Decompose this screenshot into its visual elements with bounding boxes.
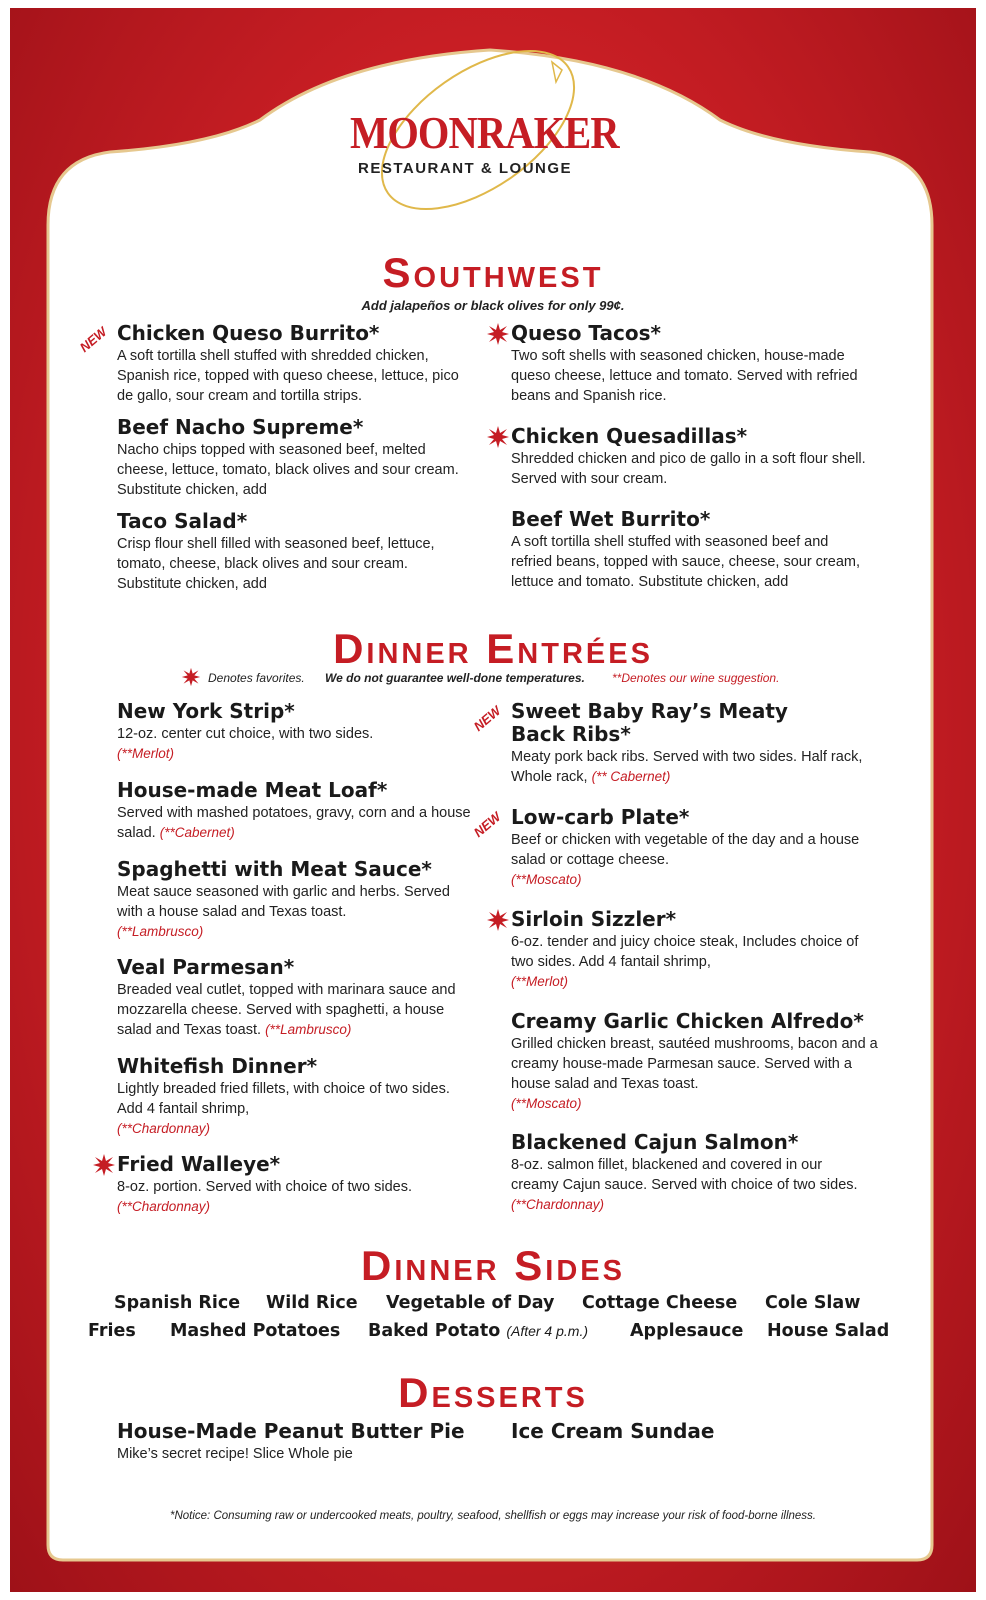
item-desc: Meaty pork back ribs. Served with two sides. Half rack, Whole rack, [511, 749, 863, 785]
item-name: Ice Cream Sundae [511, 1419, 715, 1443]
menu-item [117, 858, 472, 942]
menu-item [511, 1131, 866, 1215]
dinner-title: Dinner Entrées [333, 625, 653, 672]
southwest-note: Add jalapeños or black olives for only 99¢. [361, 298, 625, 313]
wine-suggestion: (**Moscato) [511, 872, 582, 887]
item-desc: Two soft shells with seasoned chicken, house-made queso cheese, lettuce and tomato. Served with refried beans and Spanish rice. [511, 348, 858, 404]
item-name: Creamy Garlic Chicken Alfredo* [511, 1009, 864, 1033]
southwest-title: Southwest [382, 249, 604, 296]
menu-item [117, 322, 472, 406]
item-name: Beef Nacho Supreme* [117, 415, 364, 439]
item-desc: Meat sauce seasoned with garlic and herbs. Served with a house salad and Texas toast. [117, 884, 450, 920]
menu-item [511, 1420, 866, 1443]
item-name: Blackened Cajun Salmon* [511, 1130, 799, 1154]
menu-item [511, 806, 866, 890]
legend-favorites: Denotes favorites. [208, 671, 305, 685]
item-desc: Crisp flour shell filled with seasoned beef, lettuce, tomato, cheese, black olives and sour cream. Substitute chicken, add [117, 536, 435, 592]
wine-suggestion: (**Chardonnay) [117, 1199, 211, 1214]
favorite-star-icon [181, 667, 201, 687]
item-name: Whitefish Dinner* [117, 1054, 318, 1078]
menu-item [117, 1420, 497, 1464]
side-item: Cottage Cheese [582, 1293, 738, 1313]
item-name-line2: Back Ribs* [511, 722, 631, 746]
favorite-star-icon [486, 425, 510, 449]
side-item [368, 1321, 588, 1341]
item-desc: 8-oz. portion. Served with choice of two sides. [117, 1179, 412, 1195]
menu-item [511, 700, 866, 787]
item-desc: A soft tortilla shell stuffed with seasoned beef and refried beans, topped with sauce, cheese, sour cream, lettuce and tomato. Substitute chicken, add [511, 534, 860, 590]
wine-suggestion: (**Cabernet) [159, 825, 235, 840]
desserts-title: Desserts [398, 1369, 588, 1416]
new-badge: NEW [470, 809, 504, 840]
brand-subtitle: RESTAURANT & LOUNGE [358, 160, 573, 177]
item-name: Fried Walleye* [117, 1152, 281, 1176]
wine-suggestion: (**Chardonnay) [511, 1197, 605, 1212]
item-desc: 12-oz. center cut choice, with two sides. [117, 726, 374, 742]
item-name: Queso Tacos* [511, 321, 661, 345]
wine-suggestion: (**Moscato) [511, 1096, 582, 1111]
item-name: House-made Meat Loaf* [117, 778, 388, 802]
side-item: Applesauce [630, 1321, 744, 1341]
legend-wine: **Denotes our wine suggestion. [612, 671, 780, 685]
item-desc: Shredded chicken and pico de gallo in a soft flour shell. Served with sour cream. [511, 451, 866, 487]
item-name: House-Made Peanut Butter Pie [117, 1419, 465, 1443]
item-name: Beef Wet Burrito* [511, 507, 711, 531]
favorite-star-icon [486, 908, 510, 932]
item-desc: 8-oz. salmon fillet, blackened and covered in our creamy Cajun sauce. Served with choice of two sides. [511, 1157, 858, 1193]
item-desc: Nacho chips topped with seasoned beef, melted cheese, lettuce, tomato, black olives and sour cream. Substitute chicken, add [117, 442, 459, 498]
favorite-star-icon [92, 1153, 116, 1177]
new-badge: NEW [470, 703, 504, 734]
menu-item [117, 779, 472, 843]
item-name: Sirloin Sizzler* [511, 907, 677, 931]
menu-item [511, 908, 866, 992]
menu-item [511, 322, 866, 406]
menu-item [117, 956, 472, 1040]
item-name: Low-carb Plate* [511, 805, 690, 829]
legend-temperature: We do not guarantee well-done temperatures. [325, 671, 585, 685]
food-safety-notice: *Notice: Consuming raw or undercooked meats, poultry, seafood, shellfish or eggs may increase your risk of food-borne illness. [169, 1510, 817, 1522]
wine-suggestion: (**Lambrusco) [117, 924, 204, 939]
wine-suggestion: (** Cabernet) [591, 769, 671, 784]
item-desc: Served with mashed potatoes, gravy, corn and a house salad. [117, 805, 471, 841]
menu-item [117, 700, 472, 764]
menu-item [117, 510, 472, 594]
brand-name: MOONRAKER [350, 107, 619, 158]
wine-suggestion: (**Merlot) [511, 974, 569, 989]
new-badge: NEW [76, 324, 110, 355]
item-desc: A soft tortilla shell stuffed with shredded chicken, Spanish rice, topped with queso cheese, lettuce, pico de gallo, sour cream and tortilla strips. [117, 348, 459, 404]
menu-item [117, 416, 472, 500]
item-name: Taco Salad* [117, 509, 248, 533]
item-name: Sweet Baby Ray’s Meaty [511, 699, 788, 723]
favorite-star-icon [486, 322, 510, 346]
side-item-label: Baked Potato [368, 1321, 501, 1341]
menu-item [511, 425, 866, 489]
side-item: Cole Slaw [765, 1293, 861, 1313]
item-name: Veal Parmesan* [117, 955, 295, 979]
side-item: House Salad [767, 1321, 890, 1341]
item-desc: Breaded veal cutlet, topped with marinara sauce and mozzarella cheese. Served with spaghetti, a house salad and Texas toast. [117, 982, 456, 1038]
side-item: Vegetable of Day [386, 1293, 555, 1313]
side-item: Wild Rice [266, 1293, 358, 1313]
item-name: Spaghetti with Meat Sauce* [117, 857, 432, 881]
item-desc: 6-oz. tender and juicy choice steak, Includes choice of two sides. Add 4 fantail shrimp, [511, 934, 859, 970]
menu-item [511, 1010, 881, 1114]
menu-item [511, 508, 866, 592]
item-name: Chicken Quesadillas* [511, 424, 748, 448]
sides-title: Dinner Sides [361, 1242, 625, 1289]
side-item: Mashed Potatoes [170, 1321, 341, 1341]
menu-item [117, 1055, 472, 1139]
item-desc: Beef or chicken with vegetable of the day and a house salad or cottage cheese. [511, 832, 860, 868]
item-desc: Mike’s secret recipe! Slice Whole pie [117, 1446, 353, 1462]
item-name: Chicken Queso Burrito* [117, 321, 380, 345]
item-desc: Lightly breaded fried fillets, with choice of two sides. Add 4 fantail shrimp, [117, 1081, 450, 1117]
wine-suggestion: (**Merlot) [117, 746, 175, 761]
wine-suggestion: (**Chardonnay) [117, 1121, 211, 1136]
side-item-note: (After 4 p.m.) [506, 1323, 588, 1339]
wine-suggestion: (**Lambrusco) [265, 1022, 352, 1037]
side-item: Fries [88, 1321, 136, 1341]
side-item: Spanish Rice [114, 1293, 241, 1313]
item-name: New York Strip* [117, 699, 295, 723]
menu-item [117, 1153, 472, 1217]
item-desc: Grilled chicken breast, sautéed mushrooms, bacon and a creamy house-made Parmesan sauce. Served with a house salad and Texas toast. [511, 1036, 878, 1092]
